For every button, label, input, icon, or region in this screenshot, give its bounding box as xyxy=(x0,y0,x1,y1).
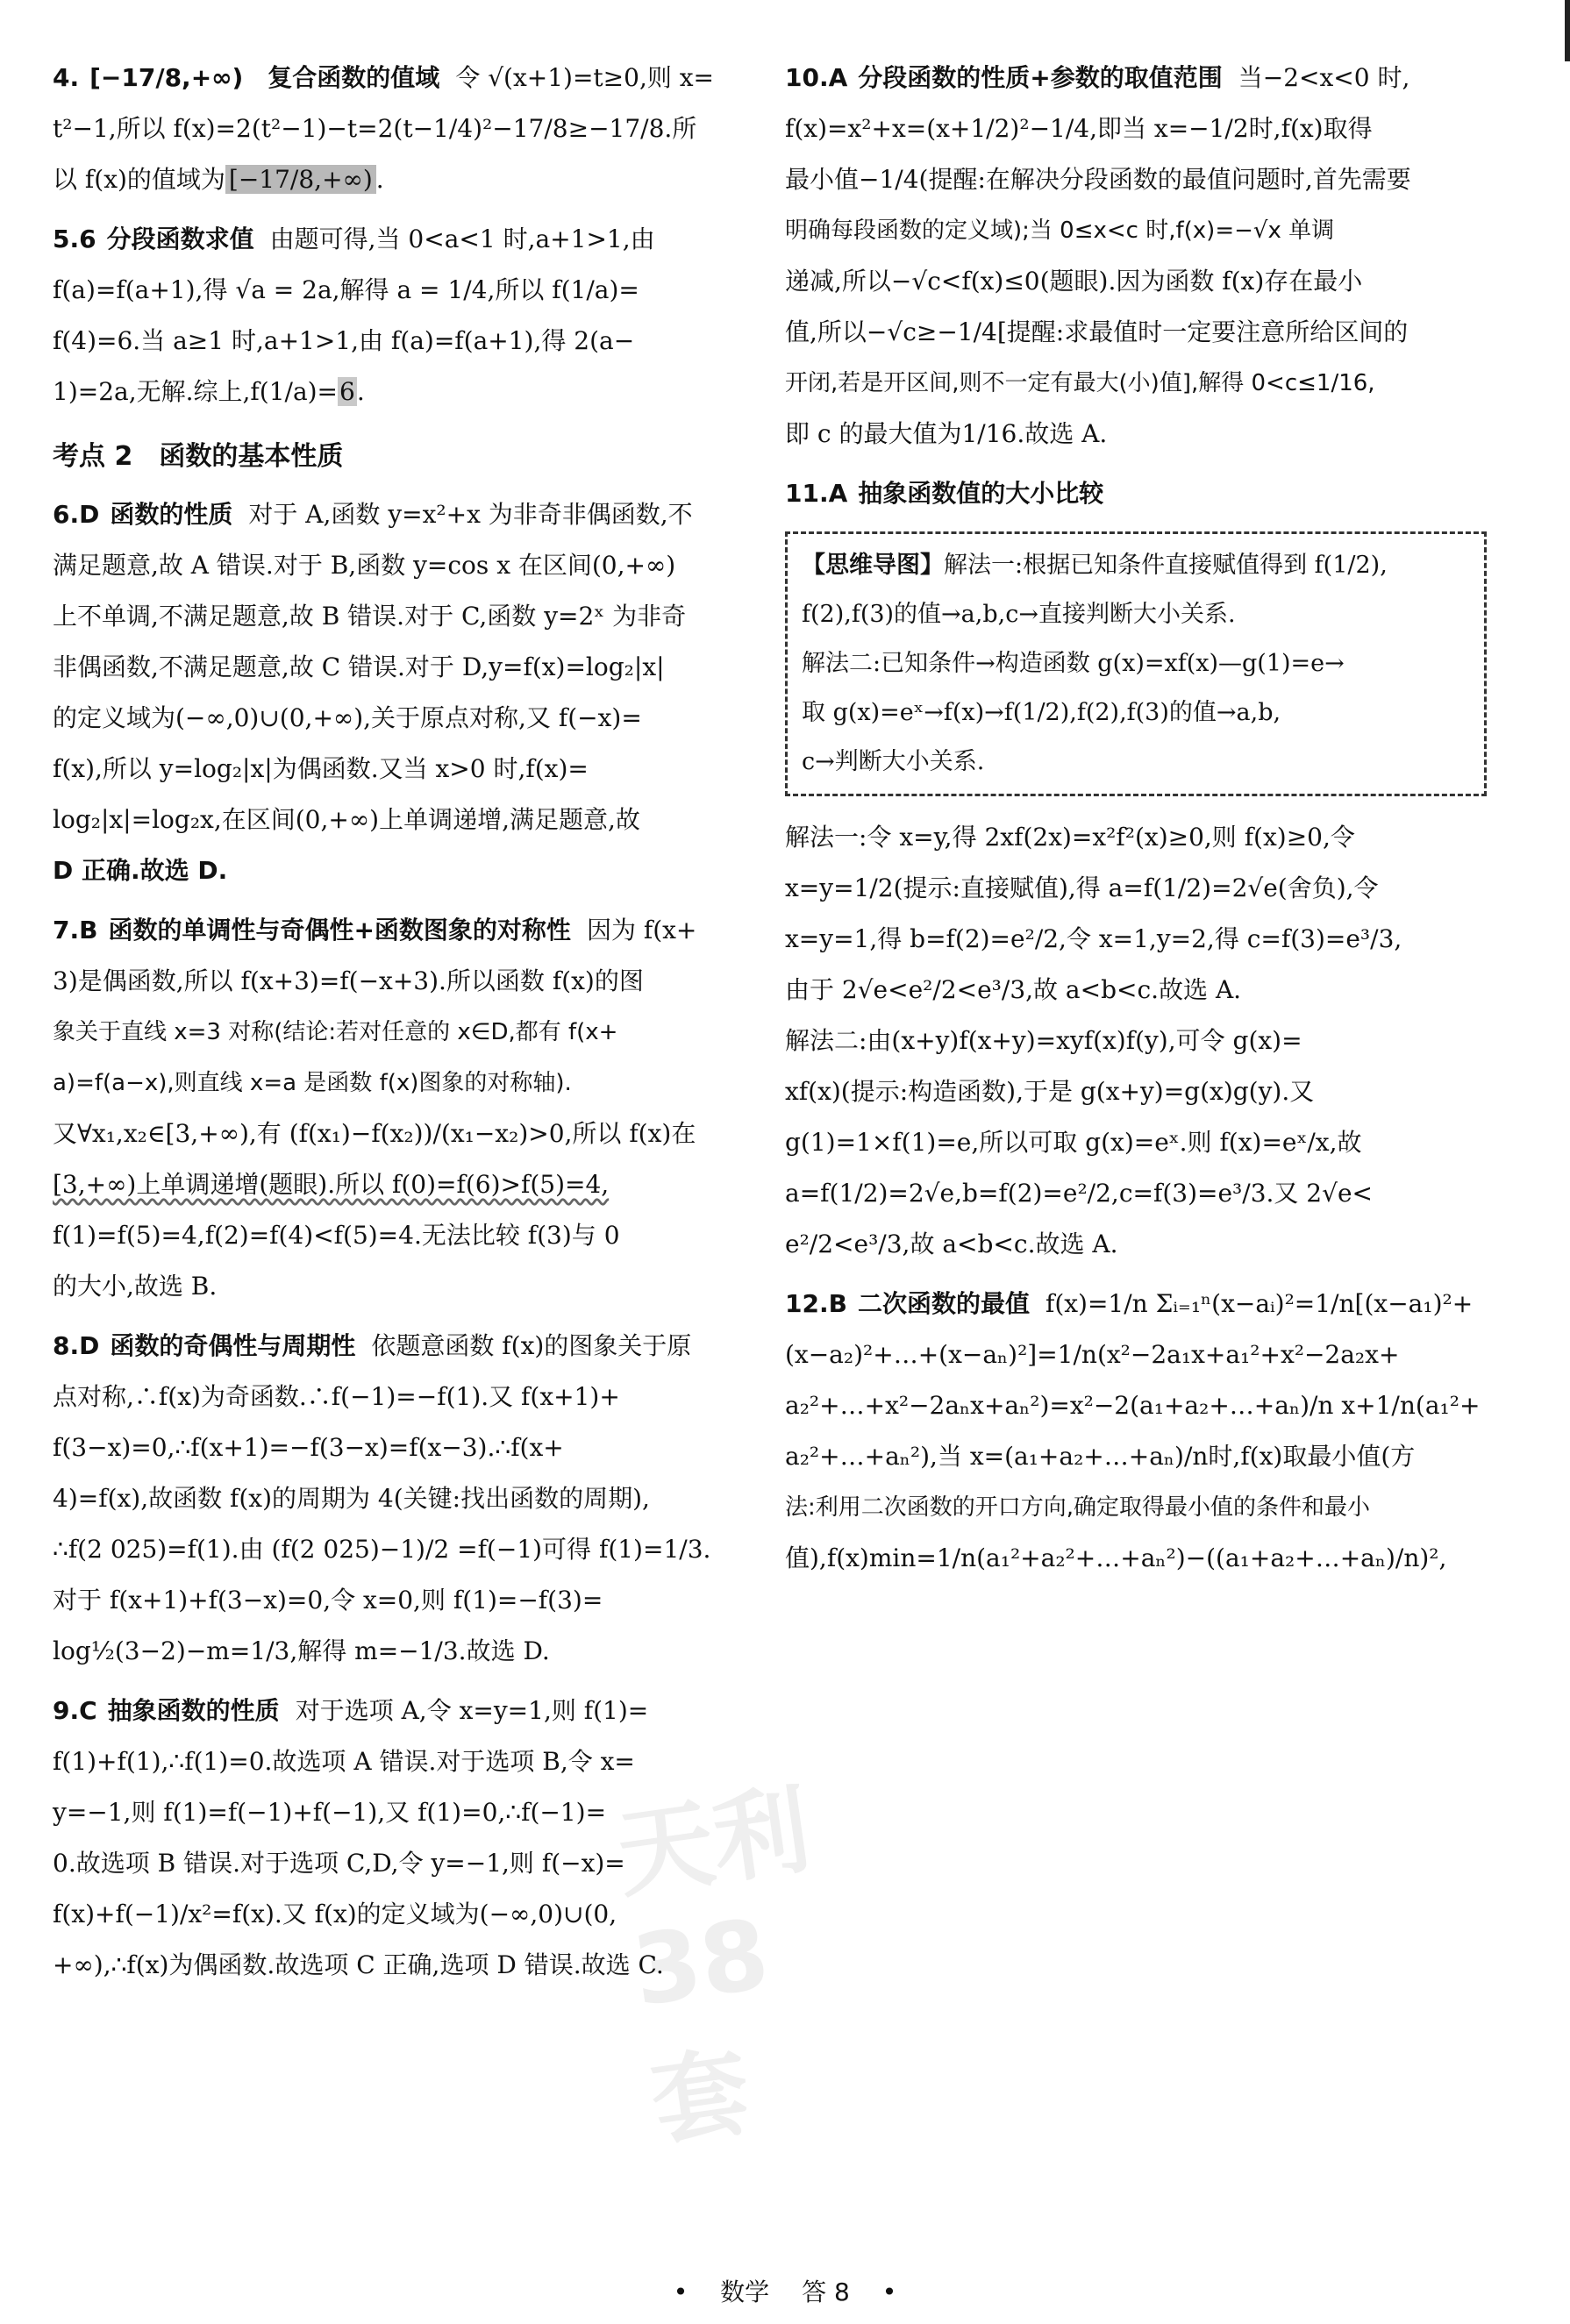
answer-10-line-6: 值,所以−√c≥−1/4[提醒:求最值时一定要注意所给区间的 xyxy=(785,317,1409,346)
answer-7-line-1: 因为 f(x+ xyxy=(586,916,697,945)
mind-map-line-2: f(2),f(3)的值→a,b,c→直接判断大小关系. xyxy=(802,601,1236,628)
page-edge-mark xyxy=(1565,0,1570,61)
answer-6-line-2: 满足题意,故 A 错误.对于 B,函数 y=cos x 在区间(0,+∞) xyxy=(53,551,676,580)
answer-4-result: [−17/8,+∞) xyxy=(225,165,376,194)
answer-12-line-2: (x−a₂)²+…+(x−aₙ)²]=1/n(x²−2a₁x+a₁²+x²−2a₂x+ xyxy=(785,1340,1400,1369)
answer-12-line-3: a₂²+…+x²−2aₙx+aₙ²)=x²−2(a₁+a₂+…+aₙ)/n x+1/n(a₁²+ xyxy=(785,1391,1481,1420)
answer-5-tag: 分段函数求值 xyxy=(106,225,254,253)
answer-8-line-6: 对于 f(x+1)+f(3−x)=0,令 x=0,则 f(1)=−f(3)= xyxy=(53,1586,603,1615)
answer-6-tag: 函数的性质 xyxy=(110,500,233,529)
answer-9-line-1: 对于选项 A,令 x=y=1,则 f(1)= xyxy=(295,1696,649,1725)
answer-4-line-1: 令 √(x+1)=t≥0,则 x= xyxy=(455,63,715,92)
answer-7 xyxy=(53,905,754,1312)
answer-8-line-4: 4)=f(x),故函数 f(x)的周期为 4(关键:找出函数的周期), xyxy=(53,1484,650,1513)
section-title: 考点 2 函数的基本性质 xyxy=(53,441,344,472)
answer-5-line-3: f(4)=6.当 a≥1 时,a+1>1,由 f(a)=f(a+1),得 2(a− xyxy=(53,326,635,355)
answer-12-line-1: f(x)=1/n Σᵢ₌₁ⁿ(x−aᵢ)²=1/n[(x−a₁)²+ xyxy=(1045,1289,1474,1318)
answer-11-line-6: xf(x)(提示:构造函数),于是 g(x+y)=g(x)g(y).又 xyxy=(785,1077,1315,1106)
answer-6-line-1: 对于 A,函数 y=x²+x 为非奇非偶函数,不 xyxy=(248,500,693,529)
answer-4-line-2: t²−1,所以 f(x)=2(t²−1)−t=2(t−1/4)²−17/8≥−17/8.所 xyxy=(53,114,697,143)
answer-10-tag: 分段函数的性质+参数的取值范围 xyxy=(858,63,1223,92)
answer-8-line-3: f(3−x)=0,∴f(x+1)=−f(3−x)=f(x−3).∴f(x+ xyxy=(53,1433,564,1462)
mind-map-title: 【思维导图】 xyxy=(802,552,944,579)
answer-4: 4. [−17/8,+∞) 复合函数的值域 令 √(x+1)=t≥0,则 x= t²−1,所以 f(x)=2(t²−1)−t=2(t−1/4)²−17/8≥−17/8.所 以 f(x)的值域为 [−17/8,+∞) . xyxy=(53,53,754,205)
answer-4-number: 4. xyxy=(53,63,80,92)
answer-6 xyxy=(53,489,754,896)
answer-12-number: 12.B xyxy=(785,1289,847,1318)
mind-map-line-1: 解法一:根据已知条件直接赋值得到 f(1/2), xyxy=(944,552,1388,579)
answer-10-line-5: 递减,所以−√c<f(x)≤0(题眼).因为函数 f(x)存在最小 xyxy=(785,267,1363,296)
mind-map-box xyxy=(785,531,1487,796)
answer-7-line-2: 3)是偶函数,所以 f(x+3)=f(−x+3).所以函数 f(x)的图 xyxy=(53,966,644,995)
answer-4-line-3: 以 f(x)的值域为 xyxy=(53,165,225,194)
answer-10-line-7: 开闭,若是开区间,则不一定有最大(小)值],解得 0<c≤1/16, xyxy=(785,370,1375,396)
answer-11-line-1: 解法一:令 x=y,得 2xf(2x)=x²f²(x)≥0,则 f(x)≥0,令 xyxy=(785,823,1355,852)
mind-map-line-5: c→判断大小关系. xyxy=(802,748,985,775)
answer-11-line-3: x=y=1,得 b=f(2)=e²/2,令 x=1,y=2,得 c=f(3)=e³/3, xyxy=(785,924,1402,953)
answer-11-number: 11.A xyxy=(785,479,848,508)
answer-9-line-5: f(x)+f(−1)/x²=f(x).又 f(x)的定义域为(−∞,0)∪(0, xyxy=(53,1900,617,1928)
answer-12-line-4: a₂²+…+aₙ²),当 x=(a₁+a₂+…+aₙ)/n时,f(x)取最小值(方 xyxy=(785,1442,1416,1471)
answer-7-line-5: 又∀x₁,x₂∈[3,+∞),有 (f(x₁)−f(x₂))/(x₁−x₂)>0,所以 f(x)在 xyxy=(53,1119,696,1148)
answer-8-line-2: 点对称,∴f(x)为奇函数.∴f(−1)=−f(1).又 f(x+1)+ xyxy=(53,1382,620,1411)
answer-5-line-1: 由题可得,当 0<a<1 时,a+1>1,由 xyxy=(269,225,655,253)
answer-12 xyxy=(785,1279,1487,1584)
footer-subject: 数学 xyxy=(720,2278,770,2306)
answer-4-answer: [−17/8,+∞) xyxy=(89,63,244,92)
answer-5-number: 5.6 xyxy=(53,225,96,253)
answer-10-line-1: 当−2<x<0 时, xyxy=(1238,63,1410,92)
answer-9-line-4: 0.故选项 B 错误.对于选项 C,D,令 y=−1,则 f(−x)= xyxy=(53,1849,625,1878)
answer-5-line-4: 1)=2a,无解.综上,f(1/a)= xyxy=(53,377,339,406)
answer-8-line-7: log½(3−2)−m=1/3,解得 m=−1/3.故选 D. xyxy=(53,1636,550,1665)
answer-11-line-2: x=y=1/2(提示:直接赋值),得 a=f(1/2)=2√e(舍负),令 xyxy=(785,873,1379,902)
answer-7-tag: 函数的单调性与奇偶性+函数图象的对称性 xyxy=(108,916,571,945)
answer-7-number: 7.B xyxy=(53,916,98,945)
answer-6-line-3: 上不单调,不满足题意,故 B 错误.对于 C,函数 y=2ˣ 为非奇 xyxy=(53,602,687,631)
answer-7-line-3: 象关于直线 x=3 对称(结论:若对任意的 x∈D,都有 f(x+ xyxy=(53,1019,618,1045)
answer-11-line-4: 由于 2√e<e²/2<e³/3,故 a<b<c.故选 A. xyxy=(785,975,1242,1004)
answer-11-tag: 抽象函数值的大小比较 xyxy=(858,479,1104,508)
answer-5-line-2: f(a)=f(a+1),得 √a = 2a,解得 a = 1/4,所以 f(1/a)= xyxy=(53,275,639,304)
answer-11 xyxy=(785,468,1487,1270)
answer-7-line-8: 的大小,故选 B. xyxy=(53,1272,218,1301)
answer-8-number: 8.D xyxy=(53,1331,100,1360)
mind-map-line-3: 解法二:已知条件→构造函数 g(x)=xf(x)—g(1)=e→ xyxy=(802,650,1345,677)
mind-map-line-4: 取 g(x)=eˣ→f(x)→f(1/2),f(2),f(3)的值→a,b, xyxy=(802,699,1281,726)
page-footer xyxy=(0,2273,1570,2308)
footer-dot-right: • xyxy=(881,2278,897,2306)
answer-10-number: 10.A xyxy=(785,63,848,92)
answer-8-tag: 函数的奇偶性与周期性 xyxy=(110,1331,356,1360)
answer-9-tag: 抽象函数的性质 xyxy=(107,1696,280,1725)
answer-7-line-6: [3,+∞)上单调递增(题眼).所以 f(0)=f(6)>f(5)=4, xyxy=(53,1170,610,1199)
answer-5-result: 6 xyxy=(339,377,355,406)
answer-10-line-4: 明确每段函数的定义域);当 0≤x<c 时,f(x)=−√x 单调 xyxy=(785,217,1335,244)
answer-9-line-3: y=−1,则 f(1)=f(−1)+f(−1),又 f(1)=0,∴f(−1)= xyxy=(53,1798,607,1827)
watermark: 天利38套 xyxy=(610,1772,817,2160)
footer-dot-left: • xyxy=(673,2278,689,2306)
answer-9-line-6: +∞),∴f(x)为偶函数.故选项 C 正确,选项 D 错误.故选 C. xyxy=(53,1950,664,1979)
answer-6-number: 6.D xyxy=(53,500,100,529)
left-column xyxy=(53,53,754,2000)
answer-6-line-4: 非偶函数,不满足题意,故 C 错误.对于 D,y=f(x)=log₂|x| xyxy=(53,652,665,681)
answer-12-line-5: 法:利用二次函数的开口方向,确定取得最小值的条件和最小 xyxy=(785,1494,1371,1521)
answer-9-line-2: f(1)+f(1),∴f(1)=0.故选项 A 错误.对于选项 B,令 x= xyxy=(53,1747,635,1776)
answer-11-line-7: g(1)=1×f(1)=e,所以可取 g(x)=eˣ.则 f(x)=eˣ/x,故 xyxy=(785,1128,1362,1157)
answer-8-line-1: 依题意函数 f(x)的图象关于原 xyxy=(371,1331,692,1360)
answer-8 xyxy=(53,1321,754,1677)
right-column xyxy=(785,53,1487,1593)
answer-10-line-8: 即 c 的最大值为1/16.故选 A. xyxy=(785,419,1108,448)
answer-10-line-3: 最小值−1/4(提醒:在解决分段函数的最值问题时,首先需要 xyxy=(785,165,1411,194)
answer-7-line-4: a)=f(a−x),则直线 x=a 是函数 f(x)图象的对称轴). xyxy=(53,1070,572,1096)
answer-6-line-5: 的定义域为(−∞,0)∪(0,+∞),关于原点对称,又 f(−x)= xyxy=(53,703,642,732)
answer-9-number: 9.C xyxy=(53,1696,97,1725)
answer-11-line-9: e²/2<e³/3,故 a<b<c.故选 A. xyxy=(785,1230,1118,1258)
answer-6-line-7: log₂|x|=log₂x,在区间(0,+∞)上单调递增,满足题意,故 xyxy=(53,805,640,834)
answer-7-line-7: f(1)=f(5)=4,f(2)=f(4)<f(5)=4.无法比较 f(3)与 0 xyxy=(53,1221,620,1250)
answer-11-line-5: 解法二:由(x+y)f(x+y)=xyf(x)f(y),可令 g(x)= xyxy=(785,1026,1302,1055)
answer-4-tag: 复合函数的值域 xyxy=(268,63,440,92)
answer-12-line-6: 值),f(x)min=1/n(a₁²+a₂²+…+aₙ²)−((a₁+a₂+…+aₙ)/n)², xyxy=(785,1543,1447,1572)
answer-9 xyxy=(53,1686,754,1991)
answer-10-line-2: f(x)=x²+x=(x+1/2)²−1/4,即当 x=−1/2时,f(x)取得 xyxy=(785,114,1373,143)
answer-6-line-6: f(x),所以 y=log₂|x|为偶函数.又当 x>0 时,f(x)= xyxy=(53,754,589,783)
answer-11-line-8: a=f(1/2)=2√e,b=f(2)=e²/2,c=f(3)=e³/3.又 2√e< xyxy=(785,1179,1373,1208)
answer-8-line-5: ∴f(2 025)=f(1).由 (f(2 025)−1)/2 =f(−1)可得 f(1)=1/3. xyxy=(53,1535,711,1564)
answer-12-tag: 二次函数的最值 xyxy=(857,1289,1030,1318)
footer-page-number: 答 8 xyxy=(802,2278,850,2306)
answer-6-line-8: D 正确.故选 D. xyxy=(53,856,228,885)
answer-5: 5.6 分段函数求值 由题可得,当 0<a<1 时,a+1>1,由 f(a)=f(a+1),得 √a = 2a,解得 a = 1/4,所以 f(1/a)= f(4)=6.当 a≥1 时,a+1>1,由 f(a)=f(a+1),得 2(a− 1)=2a,无解.综上,f(1/a)=6. xyxy=(53,214,754,417)
answer-10 xyxy=(785,53,1487,460)
